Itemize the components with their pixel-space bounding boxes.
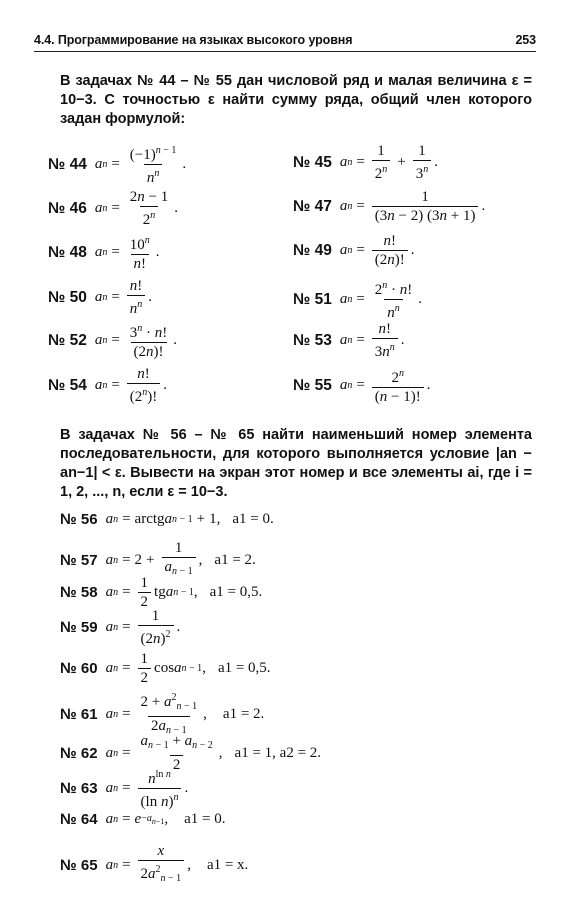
task-48: [48, 233, 160, 272]
formula: a n = $\frac{n!}{(2n)!}$ .: [339, 233, 415, 268]
task-56: [60, 511, 274, 528]
task-64: [60, 811, 226, 828]
task-label: № 57: [60, 551, 98, 569]
task-label: № 44: [48, 155, 87, 173]
initial-condition: a1 = 0.: [184, 811, 226, 827]
task-44: [48, 143, 186, 186]
initial-condition: a1 = x.: [206, 856, 249, 873]
task-59: [60, 608, 180, 647]
formula: a n = $\frac{n!}{3n^n}$ .: [339, 321, 405, 360]
initial-condition: a1 = 2.: [222, 706, 265, 722]
formula: a n = 2 + $\frac{1}{a_{n - 1}}$ ,: [106, 540, 203, 580]
task-label: № 59: [60, 619, 98, 636]
formula: a n = $\frac{3^n \cdot n!}{(2n)!}$ .: [94, 323, 178, 360]
task-54: [48, 366, 167, 405]
task-label: № 54: [48, 376, 87, 394]
task-46: [48, 189, 178, 228]
task-label: № 55: [293, 376, 332, 394]
task-label: № 64: [60, 811, 98, 828]
formula: a n = $\frac{10^n}{n!}$ .: [94, 235, 160, 272]
task-label: № 60: [60, 660, 98, 677]
formula: a n = $\frac{n!}{n^n}$ .: [94, 278, 153, 317]
task-63: [60, 767, 188, 810]
task-label: № 53: [293, 331, 332, 349]
formula: a n = $\frac{a_{n - 1} + a_{n - 2}}{2}$ ,: [105, 733, 223, 773]
section-title: 4.4. Программирование на языках высокого уровня: [34, 33, 353, 47]
task-label: № 58: [60, 584, 98, 601]
formula: a n = $\frac{(-1)^{n - 1}}{n^n}$ .: [94, 145, 187, 186]
initial-condition: a1 = 1, a2 = 2.: [234, 744, 322, 761]
task-label: № 47: [293, 197, 332, 215]
formula: a n = $\frac{1}{2}$ tg a n − 1 ,: [105, 575, 198, 610]
initial-condition: a1 = 0,5.: [217, 660, 271, 676]
task-50: [48, 278, 152, 317]
task-52: [48, 321, 177, 360]
task-label: № 46: [48, 199, 87, 217]
formula: a n = $\frac{2n - 1}{2^n}$ .: [94, 189, 179, 228]
formula: a n = $\frac{2^n}{(n - 1)!}$ .: [339, 368, 431, 405]
page-number: 253: [515, 33, 536, 47]
formula: a n = $\frac{n!}{(2^n)!}$ .: [94, 366, 168, 405]
task-47: [293, 189, 485, 224]
task-label: № 51: [293, 290, 332, 308]
task-51: [293, 278, 422, 321]
header-divider: [34, 51, 536, 52]
page-header: [34, 33, 536, 47]
formula: a n = e $-a_{n-1}$ ,: [105, 811, 169, 827]
formula: a n = $\frac{1}{(2n)^2}$ .: [105, 608, 181, 647]
task-65: [60, 843, 248, 887]
formula: a n = $\frac{1}{2}$ cos a n − 1 ,: [105, 651, 206, 686]
initial-condition: a1 = 2.: [214, 551, 256, 568]
task-53: [293, 321, 405, 360]
task-49: [293, 233, 415, 268]
task-61: [60, 690, 264, 739]
formula: a n = $\frac{1}{(3n - 2) (3n + 1)}$ .: [339, 189, 486, 224]
task-58: [60, 575, 262, 610]
formula: a n = $\frac{n^{ln n}}{(\ln n)^n}$ .: [105, 769, 189, 810]
task-57: [60, 540, 256, 580]
task-55: [293, 366, 431, 405]
task-label: № 62: [60, 744, 98, 762]
initial-condition: a1 = 0.: [232, 511, 274, 527]
formula: a n = $\frac{2^n \cdot n!}{n^n}$ .: [339, 280, 423, 321]
task-label: № 45: [293, 153, 332, 171]
task-45: [293, 143, 438, 182]
task-label: № 63: [60, 780, 98, 797]
intro-paragraph-1: В задачах № 44 – № 55 дан числовой ряд и малая величина ε = 10−3. С точностью ε найти сумму ряда, общий член которого задан формулой:: [60, 73, 532, 127]
formula: a n = arctg a n − 1 + 1,: [105, 511, 221, 527]
formula: a n = $\frac{1}{2^n}$ + $\frac{1}{3^n}$ .: [339, 143, 439, 182]
task-label: № 48: [48, 243, 87, 261]
task-label: № 65: [60, 856, 98, 874]
formula: a n = $\frac{x}{2a^2_{n - 1}}$ ,: [106, 843, 191, 887]
task-label: № 56: [60, 511, 98, 528]
task-label: № 61: [60, 706, 98, 723]
task-60: [60, 651, 271, 686]
task-label: № 49: [293, 241, 332, 259]
task-label: № 52: [48, 331, 87, 349]
initial-condition: a1 = 0,5.: [209, 584, 263, 600]
formula: a n = $\frac{2 + a^2_{n - 1}}{2a_{n - 1}}$ ,: [106, 690, 207, 739]
intro-paragraph-2: В задачах № 56 – № 65 найти наименьший номер элемента последовательности, для которого выполняется условие |an − an−1| < ε. Вывести на экран этот номер и все элементы ai, где i = 1, 2, ..., n, если ε = 10−3.: [60, 427, 532, 500]
task-label: № 50: [48, 288, 87, 306]
